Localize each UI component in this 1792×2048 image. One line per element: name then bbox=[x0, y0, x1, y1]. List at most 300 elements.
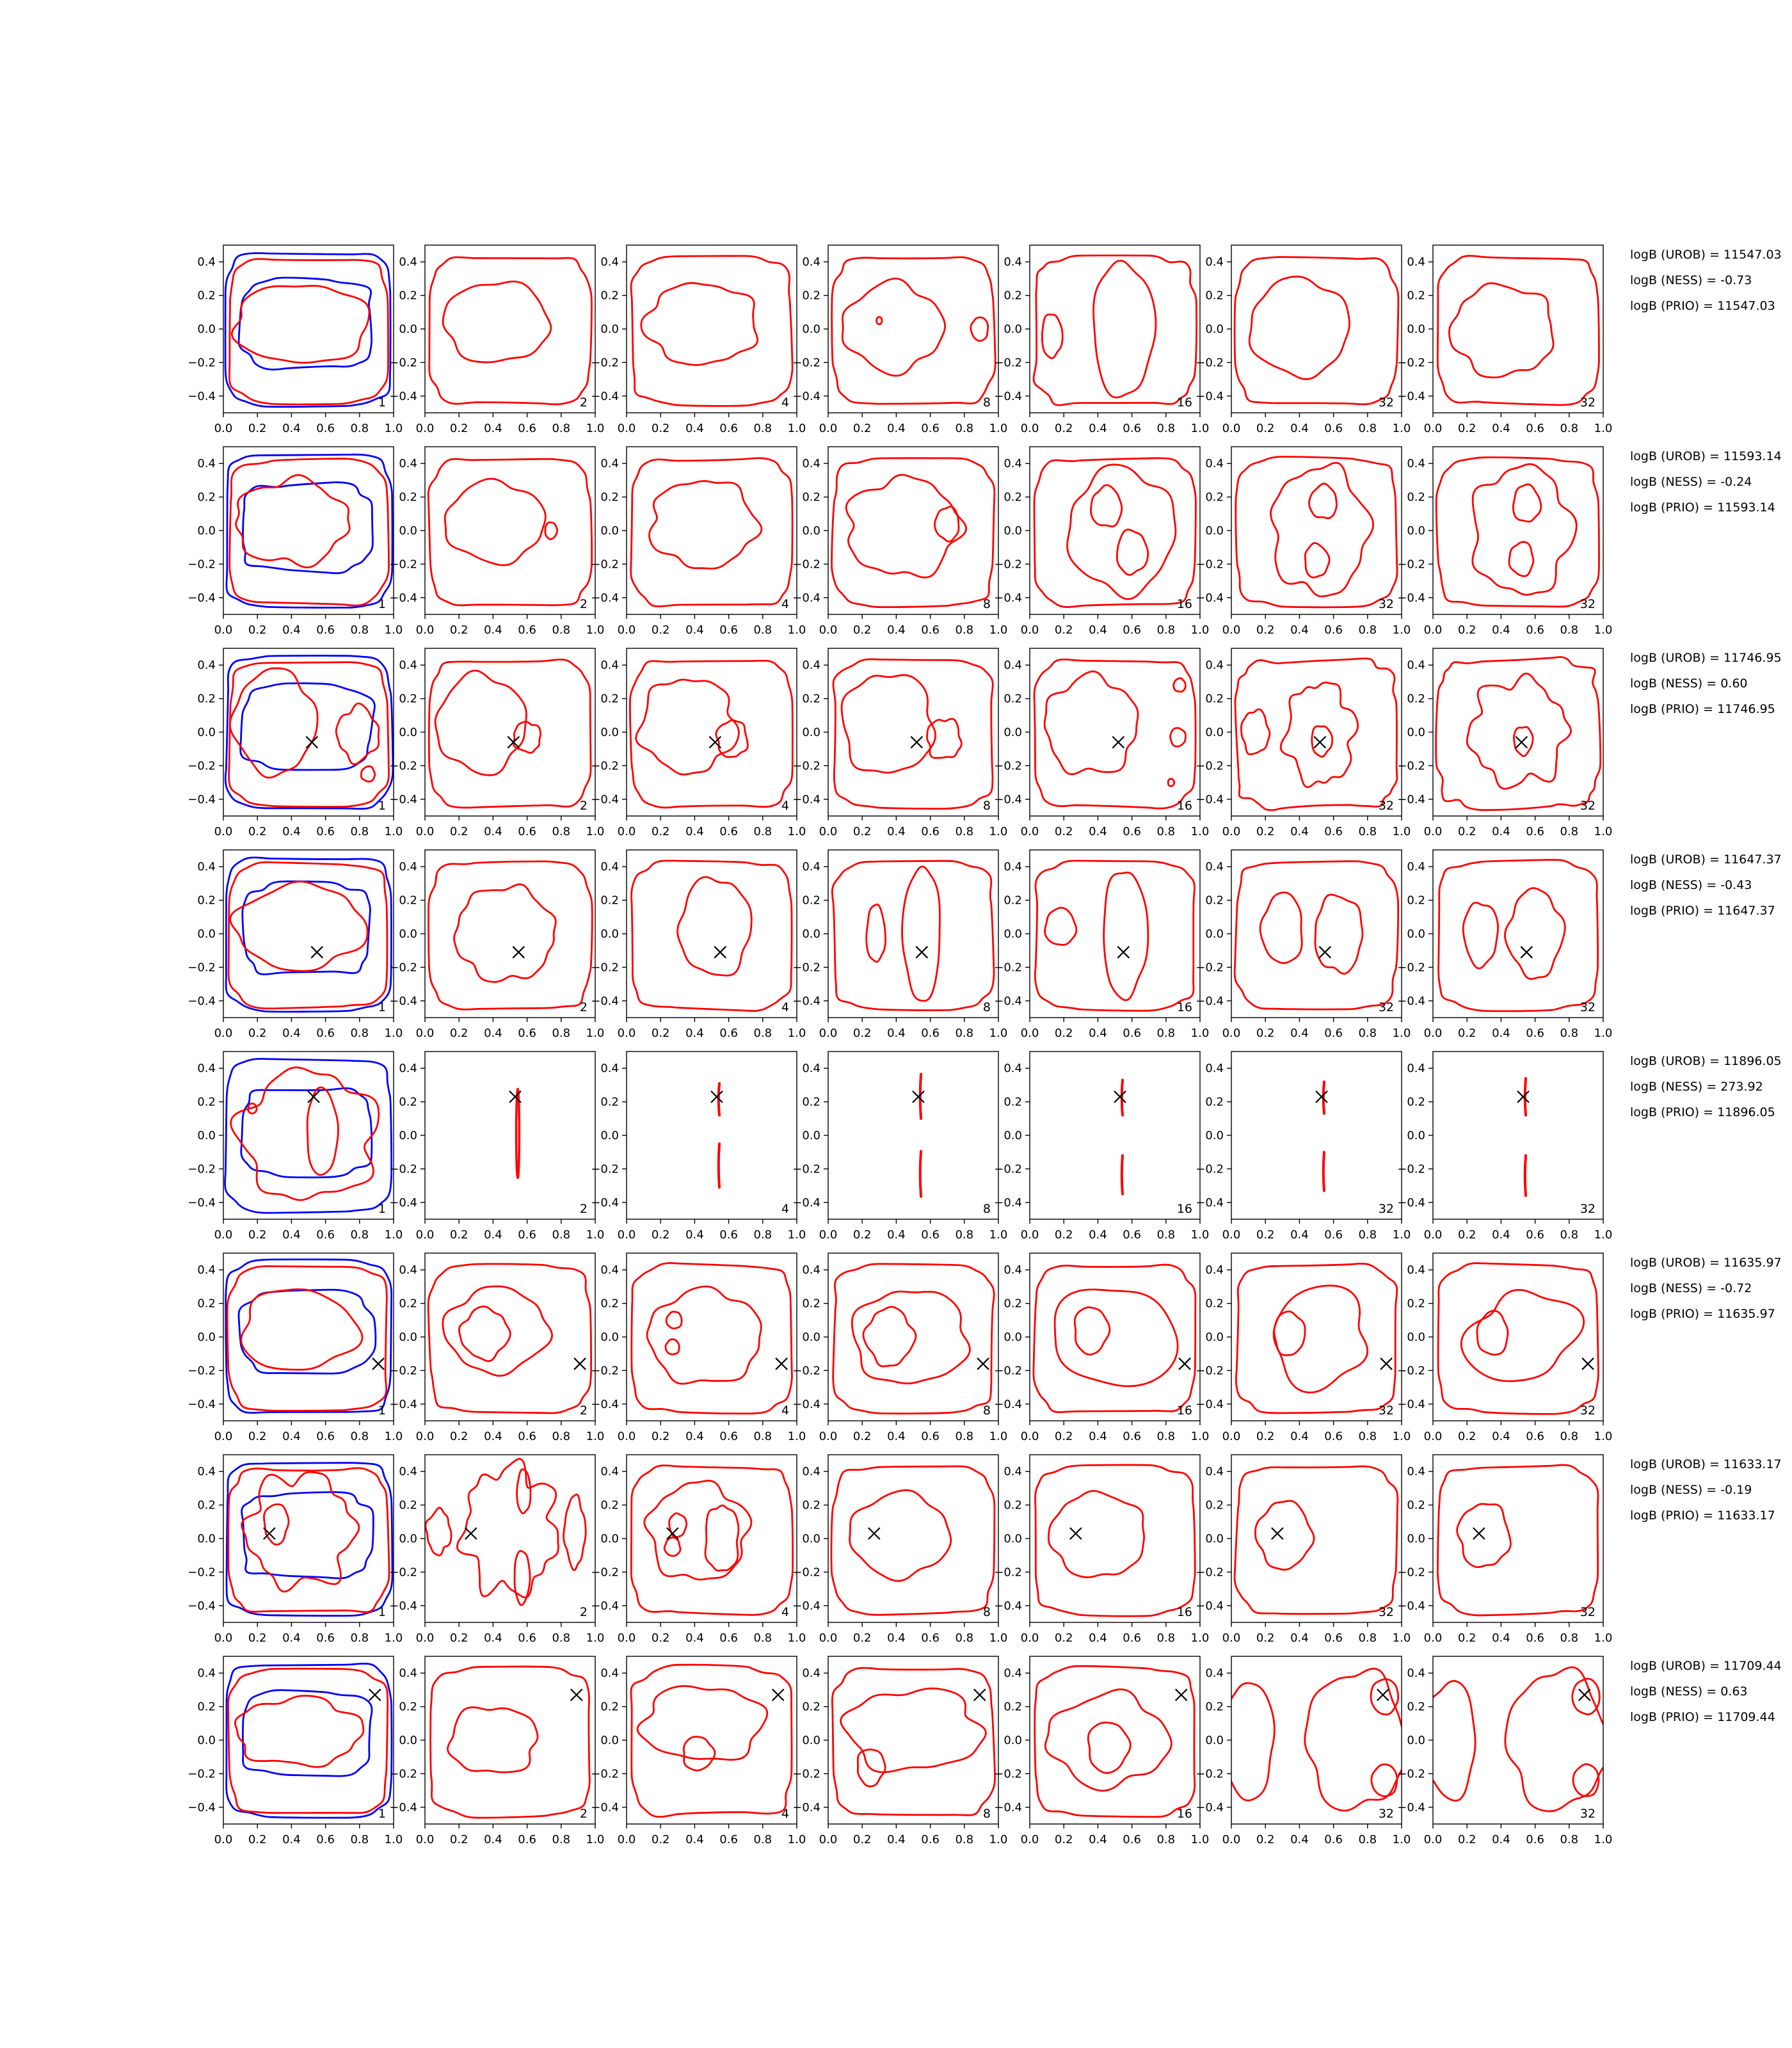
contour-lines bbox=[1439, 860, 1598, 1011]
panel-scale-label: 2 bbox=[579, 1404, 588, 1418]
x-tick-label: 1.0 bbox=[989, 1228, 1008, 1242]
contour-red bbox=[1315, 895, 1363, 974]
contour-red bbox=[361, 766, 374, 781]
y-tick-label: −0.4 bbox=[1397, 1599, 1425, 1613]
contour-red bbox=[1449, 284, 1553, 378]
contour-blue bbox=[227, 454, 392, 607]
subplot-r2c7 bbox=[1388, 435, 1626, 649]
x-marker bbox=[913, 1091, 924, 1103]
x-tick-label: 0.6 bbox=[719, 1631, 738, 1645]
panel-scale-label: 8 bbox=[982, 1605, 991, 1619]
contour-red bbox=[1513, 484, 1540, 522]
x-tick-label: 1.0 bbox=[1392, 1631, 1411, 1645]
axes-box bbox=[627, 850, 797, 1018]
x-tick-label: 0.0 bbox=[415, 825, 435, 838]
x-marker bbox=[911, 737, 922, 748]
axes-box bbox=[828, 245, 998, 413]
y-tick-label: −0.2 bbox=[792, 356, 820, 370]
y-tick-label: 0.0 bbox=[197, 1129, 216, 1142]
y-tick-label: 0.0 bbox=[1004, 524, 1022, 538]
x-tick-label: 0.4 bbox=[484, 1228, 502, 1242]
x-tick-label: 1.0 bbox=[384, 1027, 403, 1040]
x-tick-label: 0.2 bbox=[852, 1430, 872, 1443]
panel-scale-label: 2 bbox=[579, 597, 588, 611]
x-tick-label: 1.0 bbox=[1392, 1228, 1411, 1242]
contour-lines bbox=[431, 1667, 590, 1818]
y-tick-label: 0.4 bbox=[1205, 1062, 1224, 1076]
x-tick-label: 0.0 bbox=[415, 1430, 435, 1443]
x-tick-label: 1.0 bbox=[989, 422, 1008, 435]
x-tick-label: 0.4 bbox=[887, 1833, 906, 1846]
x-tick-label: 1.0 bbox=[384, 1430, 403, 1443]
y-tick-label: −0.2 bbox=[591, 356, 619, 370]
x-tick-label: 0.4 bbox=[685, 623, 704, 637]
x-tick-label: 0.0 bbox=[214, 1833, 233, 1846]
y-tick-label: −0.4 bbox=[389, 994, 417, 1008]
y-tick-label: 0.4 bbox=[802, 1263, 820, 1277]
contour-red bbox=[435, 671, 526, 776]
y-tick-label: 0.4 bbox=[600, 659, 619, 673]
x-tick-label: 1.0 bbox=[787, 1833, 806, 1846]
y-tick-label: −0.4 bbox=[188, 1800, 216, 1814]
y-tick-label: −0.4 bbox=[1196, 994, 1224, 1008]
axes-box bbox=[223, 648, 394, 816]
row-6-label-ness: logB (NESS) = -0.72 bbox=[1630, 1281, 1752, 1295]
x-tick-label: 0.6 bbox=[1123, 1631, 1141, 1645]
x-tick-label: 0.8 bbox=[1358, 1027, 1377, 1040]
x-tick-label: 0.8 bbox=[753, 1228, 772, 1242]
contour-red bbox=[1241, 709, 1269, 755]
x-tick-label: 0.6 bbox=[719, 1027, 738, 1040]
x-tick-label: 1.0 bbox=[586, 623, 605, 637]
contour-red bbox=[235, 1696, 363, 1767]
x-tick-label: 1.0 bbox=[586, 1631, 605, 1645]
axes-box bbox=[828, 1455, 998, 1622]
x-tick-label: 0.4 bbox=[282, 1027, 301, 1040]
y-tick-label: −0.2 bbox=[188, 1162, 216, 1176]
contour-segment bbox=[1525, 1155, 1526, 1196]
subplot-r5c7 bbox=[1388, 1040, 1626, 1254]
x-tick-label: 0.4 bbox=[685, 1228, 704, 1242]
contour-lines bbox=[1235, 257, 1398, 404]
y-tick-label: 0.4 bbox=[1004, 457, 1022, 471]
x-tick-label: 0.4 bbox=[484, 1631, 502, 1645]
y-tick-label: 0.2 bbox=[802, 893, 820, 908]
x-tick-label: 0.0 bbox=[617, 623, 636, 637]
x-tick-label: 0.8 bbox=[1156, 1833, 1176, 1846]
contour-red bbox=[631, 458, 793, 607]
y-tick-label: −0.2 bbox=[389, 961, 417, 975]
y-tick-label: −0.2 bbox=[994, 1364, 1022, 1378]
contour-red bbox=[833, 659, 993, 809]
y-tick-label: 0.0 bbox=[399, 927, 417, 941]
contour-red bbox=[1505, 888, 1565, 979]
y-tick-label: −0.2 bbox=[591, 961, 619, 975]
y-tick-label: −0.4 bbox=[792, 591, 820, 605]
contour-red bbox=[1270, 463, 1373, 596]
y-tick-label: −0.2 bbox=[994, 1767, 1022, 1781]
contour-lines bbox=[631, 458, 793, 607]
contour-lines bbox=[428, 1264, 591, 1413]
row-4-label-urob: logB (UROB) = 11647.37 bbox=[1630, 852, 1782, 867]
contour-lines bbox=[1235, 1466, 1398, 1614]
x-marker bbox=[711, 1091, 723, 1103]
subplot-r6c7 bbox=[1388, 1242, 1626, 1455]
y-tick-label: 0.4 bbox=[197, 1062, 216, 1076]
panel-scale-label: 1 bbox=[378, 799, 386, 813]
axes-box bbox=[1433, 1455, 1603, 1622]
contour-red bbox=[831, 458, 994, 607]
contour-red bbox=[852, 1292, 970, 1384]
x-tick-label: 0.6 bbox=[518, 1631, 536, 1645]
y-tick-label: 0.2 bbox=[1205, 893, 1224, 908]
y-tick-label: 0.4 bbox=[197, 457, 216, 471]
x-tick-label: 0.2 bbox=[1457, 825, 1476, 838]
x-tick-label: 0.4 bbox=[1492, 1228, 1510, 1242]
y-tick-label: 0.2 bbox=[399, 692, 417, 706]
y-tick-label: 0.2 bbox=[197, 1498, 216, 1512]
x-tick-label: 1.0 bbox=[1594, 825, 1613, 838]
x-tick-label: 0.0 bbox=[214, 1430, 233, 1443]
contour-red bbox=[1088, 1722, 1130, 1773]
contour-segment bbox=[1122, 1155, 1123, 1194]
x-tick-label: 1.0 bbox=[384, 1228, 403, 1242]
panel-scale-label: 1 bbox=[378, 1202, 386, 1216]
x-tick-label: 0.8 bbox=[955, 1027, 974, 1040]
contour-segment bbox=[920, 1151, 921, 1197]
y-tick-label: 0.0 bbox=[1205, 1129, 1224, 1142]
contour-lines bbox=[632, 861, 792, 1011]
y-tick-label: 0.2 bbox=[1407, 1498, 1425, 1512]
y-tick-label: 0.4 bbox=[1004, 1465, 1022, 1479]
y-tick-label: −0.4 bbox=[1196, 1397, 1224, 1411]
y-tick-label: 0.4 bbox=[802, 860, 820, 874]
contour-red bbox=[902, 867, 940, 1001]
contour-red bbox=[517, 1469, 531, 1514]
x-tick-label: 0.0 bbox=[819, 1833, 838, 1846]
x-tick-label: 0.8 bbox=[350, 1430, 369, 1443]
y-tick-label: 0.0 bbox=[1205, 927, 1224, 941]
contour-segment bbox=[1122, 1080, 1123, 1116]
x-tick-label: 0.6 bbox=[518, 1833, 536, 1846]
contour-lines bbox=[1525, 1078, 1526, 1196]
y-tick-label: 0.0 bbox=[1004, 927, 1022, 941]
x-tick-label: 0.0 bbox=[415, 623, 435, 637]
y-tick-label: −0.2 bbox=[1196, 557, 1224, 572]
y-tick-label: 0.4 bbox=[802, 457, 820, 471]
contour-blue bbox=[243, 881, 371, 974]
x-tick-label: 0.8 bbox=[552, 1833, 571, 1846]
x-tick-label: 0.4 bbox=[282, 1833, 301, 1846]
contour-red bbox=[1044, 671, 1138, 774]
contour-red bbox=[1312, 726, 1332, 757]
x-tick-label: 0.2 bbox=[651, 825, 670, 838]
panel-scale-label: 16 bbox=[1176, 1605, 1192, 1619]
axes-box bbox=[1231, 1052, 1402, 1219]
y-tick-label: −0.4 bbox=[1397, 994, 1425, 1008]
x-tick-label: 0.6 bbox=[1324, 422, 1343, 435]
panel-scale-label: 4 bbox=[781, 396, 789, 410]
x-tick-label: 0.8 bbox=[955, 1430, 974, 1443]
contour-red bbox=[1094, 260, 1156, 397]
panel-scale-label: 2 bbox=[579, 1605, 588, 1619]
x-tick-label: 0.2 bbox=[651, 1430, 670, 1443]
y-tick-label: 0.2 bbox=[802, 1095, 820, 1109]
x-tick-label: 1.0 bbox=[989, 1631, 1008, 1645]
y-tick-label: 0.2 bbox=[1407, 1095, 1425, 1109]
y-tick-label: −0.4 bbox=[1196, 389, 1224, 403]
contour-lines bbox=[833, 659, 993, 809]
x-tick-label: 1.0 bbox=[384, 623, 403, 637]
contour-lines bbox=[227, 1663, 392, 1818]
y-tick-label: −0.4 bbox=[792, 792, 820, 806]
y-tick-label: −0.4 bbox=[591, 1196, 619, 1210]
y-tick-label: −0.2 bbox=[792, 1162, 820, 1176]
x-tick-label: 0.2 bbox=[248, 1631, 267, 1645]
y-tick-label: −0.2 bbox=[591, 1162, 619, 1176]
x-tick-label: 0.4 bbox=[1089, 1631, 1107, 1645]
contour-lines bbox=[1235, 861, 1398, 1009]
contour-red bbox=[1048, 1491, 1144, 1578]
x-tick-label: 0.2 bbox=[449, 623, 468, 637]
axes-box bbox=[1433, 850, 1603, 1018]
x-tick-label: 0.0 bbox=[819, 1027, 838, 1040]
y-tick-label: 0.0 bbox=[399, 524, 417, 538]
y-tick-label: −0.2 bbox=[1397, 1767, 1425, 1781]
contour-red bbox=[832, 1668, 995, 1815]
x-marker bbox=[1114, 1091, 1126, 1103]
axes-box bbox=[1030, 1455, 1200, 1622]
x-tick-label: 0.4 bbox=[1089, 1833, 1107, 1846]
contour-lines bbox=[1436, 657, 1601, 810]
y-tick-label: 0.4 bbox=[1004, 860, 1022, 874]
x-tick-label: 0.0 bbox=[415, 1228, 435, 1242]
panel-scale-label: 32 bbox=[1580, 1807, 1596, 1821]
x-tick-label: 0.4 bbox=[887, 1631, 906, 1645]
y-tick-label: 0.0 bbox=[1407, 524, 1425, 538]
contour-red bbox=[447, 1708, 538, 1773]
panel-scale-label: 32 bbox=[1378, 1404, 1394, 1418]
x-tick-label: 0.6 bbox=[719, 1833, 738, 1846]
y-tick-label: 0.0 bbox=[802, 323, 820, 336]
y-tick-label: 0.2 bbox=[197, 692, 216, 706]
x-tick-label: 0.0 bbox=[819, 825, 838, 838]
contour-segment bbox=[920, 1074, 921, 1118]
x-tick-label: 1.0 bbox=[1190, 1631, 1210, 1645]
contour-red bbox=[545, 522, 557, 539]
panel-scale-label: 8 bbox=[982, 1000, 991, 1014]
x-tick-label: 0.0 bbox=[1020, 825, 1039, 838]
axes-box bbox=[1030, 245, 1200, 413]
y-tick-label: 0.2 bbox=[600, 490, 619, 504]
x-tick-label: 0.4 bbox=[1492, 1631, 1510, 1645]
x-tick-label: 0.0 bbox=[617, 1631, 636, 1645]
y-tick-label: −0.4 bbox=[994, 591, 1022, 605]
y-tick-label: 0.2 bbox=[1407, 289, 1425, 303]
contour-red bbox=[1477, 1311, 1508, 1355]
x-tick-label: 0.4 bbox=[1089, 1228, 1107, 1242]
x-tick-label: 0.0 bbox=[1020, 1833, 1039, 1846]
y-tick-label: −0.4 bbox=[1397, 1800, 1425, 1814]
x-tick-label: 0.6 bbox=[1123, 1228, 1141, 1242]
y-tick-label: −0.4 bbox=[1397, 1196, 1425, 1210]
y-tick-label: −0.4 bbox=[591, 1397, 619, 1411]
y-tick-label: 0.2 bbox=[399, 1095, 417, 1109]
x-tick-label: 0.6 bbox=[719, 623, 738, 637]
y-tick-label: −0.2 bbox=[994, 1162, 1022, 1176]
y-tick-label: −0.2 bbox=[1397, 759, 1425, 773]
contour-lines bbox=[429, 660, 591, 808]
x-tick-label: 0.0 bbox=[1020, 1631, 1039, 1645]
contour-lines bbox=[227, 1463, 392, 1616]
y-tick-label: −0.4 bbox=[389, 1196, 417, 1210]
x-tick-label: 0.2 bbox=[449, 1430, 468, 1443]
x-tick-label: 0.8 bbox=[350, 1631, 369, 1645]
x-marker bbox=[311, 947, 323, 958]
contour-lines bbox=[1034, 255, 1197, 405]
x-tick-label: 0.2 bbox=[852, 825, 872, 838]
x-tick-label: 0.6 bbox=[316, 1027, 335, 1040]
x-tick-label: 0.2 bbox=[1054, 623, 1073, 637]
contour-blue bbox=[243, 1690, 372, 1776]
x-tick-label: 0.6 bbox=[1526, 825, 1544, 838]
x-tick-label: 0.2 bbox=[852, 623, 872, 637]
x-tick-label: 0.8 bbox=[1560, 1430, 1579, 1443]
y-tick-label: 0.4 bbox=[600, 1667, 619, 1681]
contour-red bbox=[716, 720, 748, 757]
y-tick-label: 0.2 bbox=[1205, 289, 1224, 303]
x-tick-label: 0.0 bbox=[415, 1833, 435, 1846]
y-tick-label: −0.4 bbox=[591, 591, 619, 605]
y-tick-label: 0.2 bbox=[1205, 490, 1224, 504]
y-tick-label: 0.4 bbox=[399, 1667, 417, 1681]
x-tick-label: 0.2 bbox=[1457, 1430, 1476, 1443]
panel-scale-label: 4 bbox=[781, 597, 789, 611]
y-tick-label: 0.2 bbox=[802, 1498, 820, 1512]
x-tick-label: 0.0 bbox=[819, 422, 838, 435]
x-tick-label: 0.0 bbox=[1222, 623, 1241, 637]
x-tick-label: 0.0 bbox=[214, 1631, 233, 1645]
x-tick-label: 0.8 bbox=[350, 422, 369, 435]
contour-lines bbox=[1035, 1465, 1195, 1616]
x-tick-label: 0.2 bbox=[1256, 825, 1275, 838]
contour-red bbox=[1235, 861, 1398, 1009]
x-tick-label: 1.0 bbox=[1190, 1430, 1210, 1443]
x-tick-label: 0.6 bbox=[1526, 422, 1544, 435]
y-tick-label: −0.2 bbox=[389, 1162, 417, 1176]
x-tick-label: 0.4 bbox=[1089, 422, 1107, 435]
contour-red bbox=[1236, 457, 1397, 607]
y-tick-label: 0.4 bbox=[197, 255, 216, 269]
axes-box bbox=[1433, 245, 1603, 413]
contour-red bbox=[833, 1264, 995, 1414]
x-tick-label: 0.2 bbox=[449, 1833, 468, 1846]
contour-red bbox=[1573, 1764, 1599, 1796]
contour-blue bbox=[241, 1088, 372, 1177]
row-7-label-prio: logB (PRIO) = 11633.17 bbox=[1630, 1508, 1775, 1523]
panel-scale-label: 16 bbox=[1176, 1404, 1192, 1418]
x-tick-label: 0.4 bbox=[1290, 422, 1309, 435]
y-tick-label: 0.2 bbox=[802, 289, 820, 303]
x-marker bbox=[571, 1689, 582, 1700]
x-tick-label: 1.0 bbox=[1392, 1833, 1411, 1846]
panel-scale-label: 32 bbox=[1580, 597, 1596, 611]
y-tick-label: 0.0 bbox=[802, 1129, 820, 1142]
y-tick-label: −0.4 bbox=[792, 1800, 820, 1814]
y-tick-label: −0.4 bbox=[591, 1599, 619, 1613]
y-tick-label: 0.2 bbox=[1004, 1498, 1022, 1512]
x-tick-label: 0.0 bbox=[1020, 1228, 1039, 1242]
x-tick-label: 0.8 bbox=[1358, 1631, 1377, 1645]
contour-lines bbox=[1436, 458, 1599, 607]
x-tick-label: 0.6 bbox=[316, 1430, 335, 1443]
contour-lines bbox=[631, 1466, 792, 1615]
x-tick-label: 0.6 bbox=[518, 825, 536, 838]
x-tick-label: 0.2 bbox=[248, 623, 267, 637]
panel-scale-label: 32 bbox=[1580, 1605, 1596, 1619]
contour-red bbox=[1305, 543, 1329, 577]
x-tick-label: 0.2 bbox=[651, 1027, 670, 1040]
y-tick-label: 0.2 bbox=[600, 1095, 619, 1109]
x-tick-label: 1.0 bbox=[1392, 1430, 1411, 1443]
x-tick-label: 0.2 bbox=[449, 1228, 468, 1242]
axes-box bbox=[627, 1253, 797, 1421]
x-tick-label: 0.8 bbox=[1560, 825, 1579, 838]
y-tick-label: 0.0 bbox=[399, 1331, 417, 1344]
x-tick-label: 0.8 bbox=[1156, 1228, 1176, 1242]
y-tick-label: −0.4 bbox=[994, 1599, 1022, 1613]
panel-scale-label: 32 bbox=[1378, 597, 1394, 611]
x-tick-label: 0.4 bbox=[685, 1430, 704, 1443]
x-marker bbox=[1319, 947, 1331, 958]
row-3-label-prio: logB (PRIO) = 11746.95 bbox=[1630, 702, 1775, 716]
row-1-label-prio: logB (PRIO) = 11547.03 bbox=[1630, 299, 1775, 313]
x-tick-label: 0.8 bbox=[1358, 422, 1377, 435]
contour-lines bbox=[1034, 1265, 1196, 1412]
y-tick-label: −0.4 bbox=[188, 1397, 216, 1411]
y-tick-label: −0.2 bbox=[1397, 1364, 1425, 1378]
axes-box bbox=[1231, 1656, 1402, 1824]
x-tick-label: 1.0 bbox=[1594, 1833, 1613, 1846]
axes-box bbox=[223, 1656, 394, 1824]
y-tick-label: −0.2 bbox=[792, 1767, 820, 1781]
contour-red bbox=[1235, 1466, 1398, 1614]
y-tick-label: 0.0 bbox=[600, 726, 619, 739]
y-tick-label: 0.0 bbox=[600, 1331, 619, 1344]
x-tick-label: 0.6 bbox=[921, 1228, 940, 1242]
axes-box bbox=[1231, 245, 1402, 413]
x-tick-label: 0.6 bbox=[921, 1027, 940, 1040]
x-tick-label: 0.6 bbox=[921, 825, 940, 838]
x-tick-label: 0.8 bbox=[955, 1833, 974, 1846]
contour-red bbox=[231, 1068, 379, 1200]
y-tick-label: 0.0 bbox=[1004, 1734, 1022, 1747]
panel-scale-label: 2 bbox=[579, 799, 588, 813]
y-tick-label: −0.4 bbox=[1196, 792, 1224, 806]
x-tick-label: 0.4 bbox=[484, 422, 502, 435]
x-tick-label: 0.6 bbox=[921, 422, 940, 435]
x-tick-label: 0.4 bbox=[1089, 1027, 1107, 1040]
axes-box bbox=[1231, 1455, 1402, 1622]
x-tick-label: 0.6 bbox=[518, 623, 536, 637]
x-tick-label: 0.6 bbox=[1324, 1228, 1343, 1242]
x-tick-label: 1.0 bbox=[1594, 623, 1613, 637]
panel-scale-label: 16 bbox=[1176, 1807, 1192, 1821]
contour-lines bbox=[832, 1668, 995, 1815]
y-tick-label: 0.4 bbox=[1407, 1263, 1425, 1277]
y-tick-label: 0.2 bbox=[1004, 1095, 1022, 1109]
y-tick-label: 0.2 bbox=[1205, 1498, 1224, 1512]
